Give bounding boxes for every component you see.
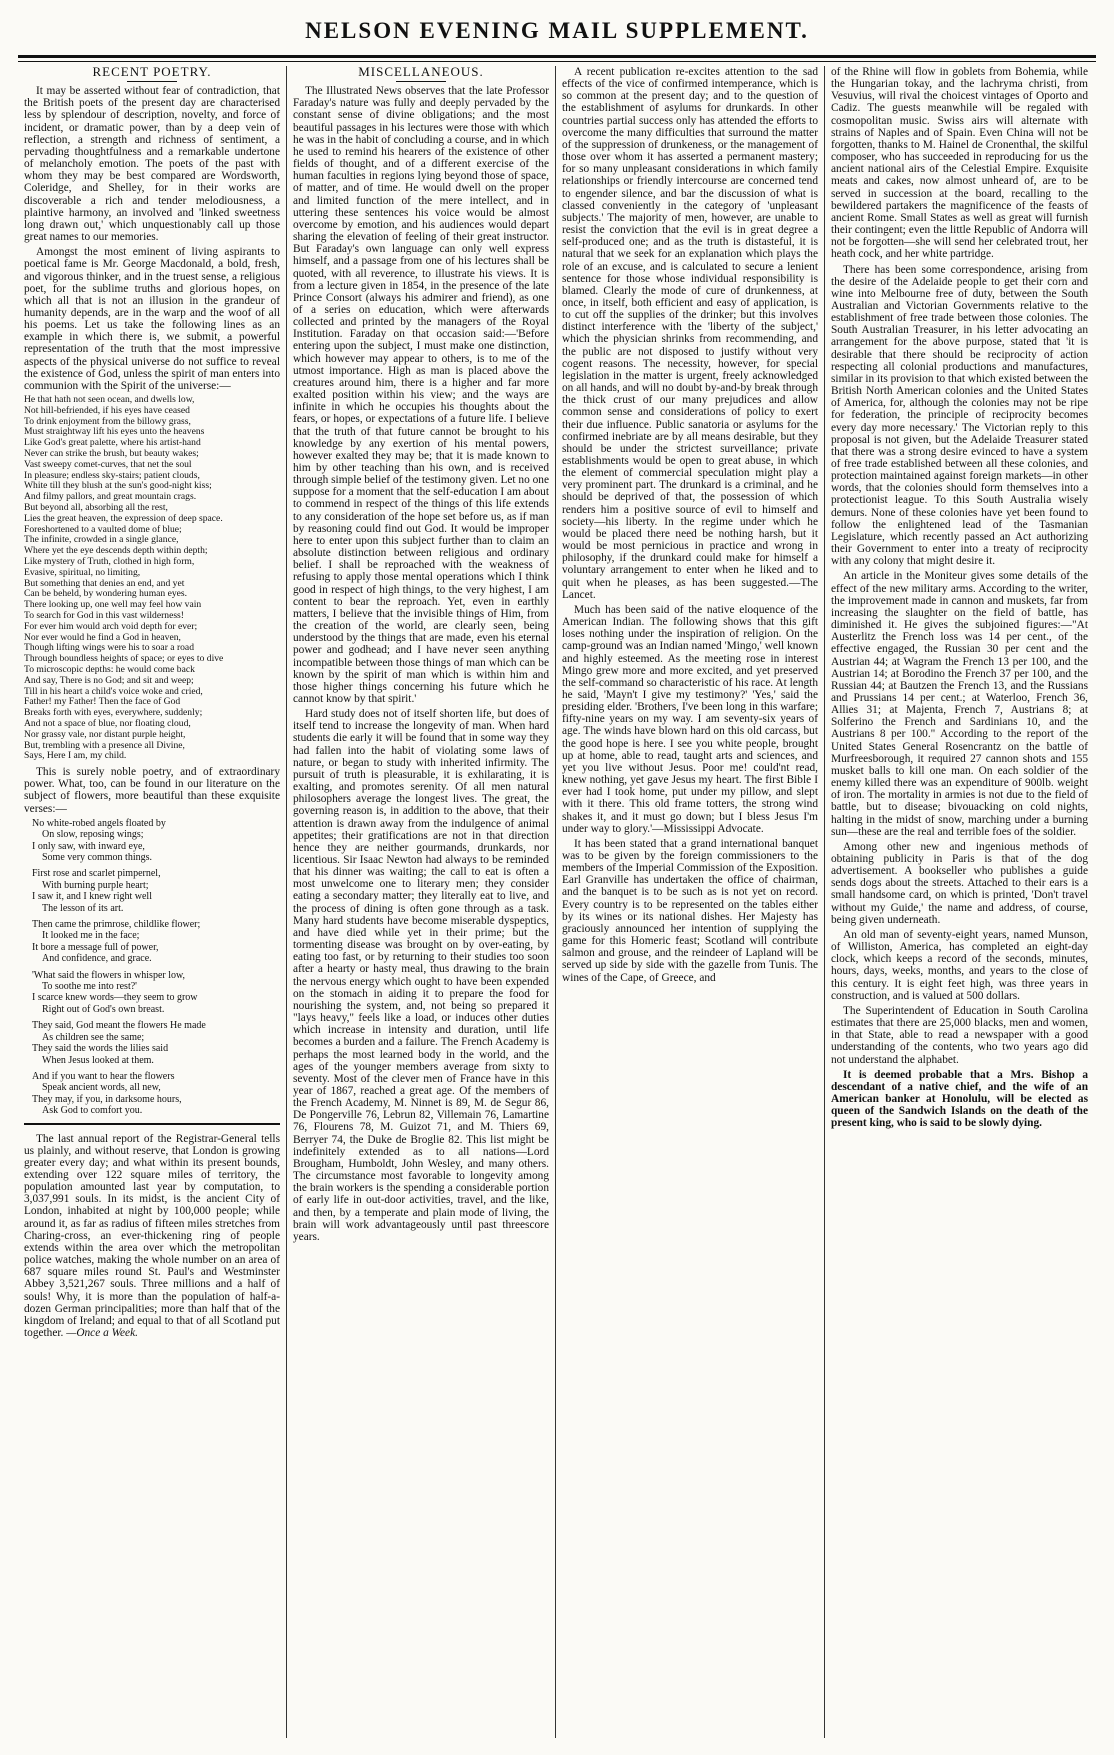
poem-line: To drink enjoyment from the billowy grass, [24,416,191,427]
poem-line: And if you want to hear the flowers [32,1070,175,1082]
poem-line: I scarce knew words—they seem to grow [32,992,198,1004]
poem-line: Evasive, spiritual, no limiting, [24,567,141,578]
column-4 [825,66,1094,1738]
poem-line: They may, if you, in darksome hours, [32,1093,182,1105]
poem-line: Like mystery of Truth, clothed in high form, [24,557,195,568]
poem-line: Never can strike the brush, but beauty wakes; [24,449,199,460]
columns [18,66,1096,1738]
poem-line: It bore a message full of power, [32,941,159,953]
poem-line: I only saw, with inward eye, [32,840,145,852]
poem-line: And confidence, and grace. [42,953,152,965]
poem-line: Till in his heart a child's voice woke and cried, [24,686,203,697]
poem-line: But something that denies an end, and yet [24,578,185,589]
paragraph-banquet-continued: of the Rhine will flow in goblets from Bohemia, while the Hungarian tokay, and the lachryma christi, from Vesuvius, will rival the choicest vintages of Oporto and Cadiz. The guests meanwhile will be regaled with cosmopolitan music. Swiss airs will alternate with strains of Naples and of Spain. Even China will not be forgotten, thanks to M. Hainel de Cronenthal, the skilful composer, who has succeeded in reproducing for us the ancient national airs of the Celestial Empire. Exquisite meats and cakes, now almost unheard of, are to be served in succession at the board, recalling to the bewildered partakers the magnificence of the feasts of ancient Rome. Small States as well as great will furnish their contingent; even the little Republic of Andorra will not be forgotten—she will send her celebrated trout, her heath cock, and her white partridge. [831,66,1088,261]
poem-line: With burning purple heart; [42,879,149,891]
poem-line: To microscopic depths: he would come back [24,664,195,675]
paragraph-sandwich-islands: It is deemed probable that a Mrs. Bishop a descendant of a native chief, and the wife of an American banker at Honolulu, will be elected as queen of the Sandwich Islands on the death of the present king, who is said to be slowly dying. [831,1068,1088,1130]
poem-line: In pleasure; endless sky-stairs; patient clouds, [24,470,200,481]
paragraph-clock: An old man of seventy-eight years, named Munson, of Williston, America, has completed an eight-day clock, which keeps a record of the seconds, minutes, hours, days, weeks, months, and years to the close of this century. It is eight feet high, was three years in construction, and is valued at 500 dollars. [831,928,1088,1002]
poem-line: Then came the primrose, childlike flower; [32,919,201,931]
paragraph: This is surely noble poetry, and of extraordinary power. What, too, can be found in our literature on the subject of flowers, more beautiful than these exquisite verses:— [24,766,280,815]
poem-line: Where yet the eye descends depth within depth; [24,546,208,557]
poem-line: Says, Here I am, my child. [24,751,127,762]
heading-miscellaneous: MISCELLANEOUS. [293,66,549,82]
paragraph-education: The Superintendent of Education in South Carolina estimates that there are 25,000 blacks, men and women, in that State, able to read a newspaper with a good understanding of the contents, who two years ago did not understand the alphabet. [831,1004,1088,1066]
paragraph-faraday: The Illustrated News observes that the late Professor Faraday's nature was fully and deeply pervaded by the constant sense of divine obligations; and the most beautiful passages in his lectures were those with which he was in the habit of concluding a course, and in which he used to remind his hearers of the existence of other fields of thought, and of a different exercise of the human faculties in regions lying beyond those of space, of matter, and of time. He would dwell on the proper and limited function of the mere intellect, and in uttering these sentences his voice would be almost overcome by emotion, and his audiences would depart sharing the elevation of feeling of their great instructor. But Faraday's own language can only well express himself, and a passage from one of his lectures shall be quoted, with all reverence, to illustrate his views. It is from a lecture given in 1854, in the presence of the late Prince Consort (always his admirer and friend), as one of a series on education, which were afterwards collected and printed by the managers of the Royal Institution. Faraday on that occasion said:—'Before entering upon the subject, I must make one distinction, which however may appear to others, is to me of the utmost importance. High as man is placed above the creatures around him, there is a higher and far more exalted position within his view; and the ways are infinite in which he occupies his thoughts about the fears, or hopes, or expectations of a future life. I believe that the truth of that future cannot be brought to his knowledge by any exertion of his mental powers, however exalted they may be; that it is made known to him by other teaching than his own, and is received through simple belief of the testimony given. Let no one suppose for a moment that the self-education I am about to commend in respect of the things of this life extends to any consideration of the hope set before us, as if man by reasoning could find out God. It would be improper here to enter upon this subject further than to claim an absolute distinction between religious and ordinary belief. I shall be reproached with the weakness of refusing to apply those mental operations which I think good in respect of high things, to the very highest, I am content to bear the reproach. Yet, even in earthly matters, I believe that the invisible things of Him, from the creation of the world, are clearly seen, being understood by the things that are made, even his eternal power and godhead; and I have never seen anything incompatible between those things of man which can be known by the spirit of man which is within him and those higher things concerning his future which he cannot know by that spirit.' [293,85,549,705]
heading-recent-poetry: RECENT POETRY. [24,66,280,82]
paragraph-hard-study: Hard study does not of itself shorten life, but does of itself tend to increase the longevity of man. When hard students die early it will be found that in some way they had fallen into the habit of violating some laws of nature, or began to study with inherited infirmity. The pursuit of truth is pleasurable, it is exhilarating, it is exalting, and promotes serenity. Of all men natural philosophers average the longest lives. The great, the governing reason is, in addition to the above, that their attention is drawn away from the indulgence of animal appetites; their gratifications are not in that direction hence they are neither gourmands, drunkards, nor licentious. Sir Isaac Newton had always to be reminded that his dinner was waiting; the call to eat is often a most unwelcome one to literary men; they consider eating a secondary matter; they literally eat to live, and the process of dining is often gone through as a task. Many hard students have become miserable dyspeptics, and have died while yet in their prime; but the tormenting disease was brought on by over-eating, by eating too fast, or by returning to their studies too soon after a hearty or hasty meal, thus drawing to the brain the nervous energy which ought to have been expended on the stomach in aiding it to prepare the food for nourishing the system, and, not being so prepared it "lays heavy," feels like a load, or induces other duties which increase in intensity and duration, until life becomes a burden and a failure. The French Academy is perhaps the most learned body in the world, and the ages of the younger members average from sixty to seventy. Most of the clever men of France have in this year of 1867, reached a great age. Of the members of the French Academy, M. Ninnet is 89, M. de Segur 86, De Pongerville 76, Lebrun 82, Villemain 76, Lamartine 76, Flourens 78, M. Guizot 71, and M. Thiers 69, Berryer 74, the Duke de Broglie 82. This list might be indefinitely extended as to all nations—Lord Brougham, Humboldt, John Wesley, and many others. The circumstance most favorable to longevity among the brain workers is the spending a considerable portion of early life in out-door activities, travel, and the like, and then, by a temperate and plain mode of living, the brain will work advantageously until past threescore years. [293,708,549,1243]
poem-line: They said, God meant the flowers He made [32,1020,206,1032]
poem-line: To search for God in this vast wilderness! [24,611,184,621]
masthead: NELSON EVENING MAIL SUPPLEMENT. [305,18,809,43]
column-1 [18,66,287,1738]
source-once-a-week: —Once a Week. [66,1327,138,1340]
poem-line: Some very common things. [42,852,152,863]
poem-line: But, trembling with a presence all Divine, [24,740,185,751]
poem-line: Ask God to comfort you. [42,1105,143,1117]
poem-line: And say, There is no God; and sit and weep; [24,675,194,686]
poem-line: The lesson of its art. [42,902,124,914]
poem-line: Father! my Father! Then the face of God [24,697,181,708]
paragraph-text: The last annual report of the Registrar-General tells us plainly, and without reserve, that London is growing greater every day; and what within its present bounds, extending over 122 square miles of territory, the population amounted last year by computation, to 3,037,991 souls. In its midst, is the ancient City of London, inhabited at night by 100,000 people; while around it, as far as radius of fifteen miles stretches from Charing-cross, an ever-thickening ring of people extends within the area over which the metropolitan police watches, making the whole number on an area of 687 square miles round St. Paul's and Westminster Abbey 3,521,267 souls. Three millions and a half of souls! Why, it is more than the population of half-a-dozen German principalities; more than half that of the kingdom of Ireland; and equal to that of all Scotland put together. [24,1132,280,1340]
poem-line: Breaks forth with eyes, everywhere, suddenly; [24,708,203,719]
poem-line: Nor ever would he find a God in heaven, [24,632,181,643]
poem-line: White till they blush at the sun's good-night kiss; [24,481,212,492]
poem-line: Right out of God's own breast. [42,1003,165,1015]
paragraph-banquet: It has been stated that a grand international banquet was to be given by the foreign commissioners to the members of the Imperial Commission of the Exposition. Earl Granville has undertaken the office of chairman, and the banquet is to be such as is not yet on record. Every country is to be represented on the tables either by its wines or its national dishes. Her Majesty has graciously announced her intention of supplying the game for this Homeric feast; Scotland will contribute salmon and grouse, and the reindeer of Lapland will be served up side by side with the gazelle from Tunis. The wines of the Cape, of Greece, and [562,837,818,984]
poem-line: Nor grassy vale, nor distant purple height, [24,729,186,740]
poem-line: Speak ancient words, all new, [42,1082,161,1094]
poem-line: Vast sweepy comet-curves, that net the soul [24,459,192,470]
paragraph-military-arms: An article in the Moniteur gives some details of the effect of the new military arms. According to the writer, the improvement made in cannon and muskets, far from increasing the slaughter on the field of battle, has diminished it. He gives the subjoined figures:—"At Austerlitz the French loss was 14 per cent., of the effective engaged, the Russian 30 per cent and the Austrian 44; at Wagram the French 13 per 100, and the Austrian 14; at Borodino the French 37 per 100, and the Russian 44; at Bautzen the French 13, and the Russians and Prussians 14 per cent.; at Waterloo, French 36, Allies 31; at Majenta, French 7, Austrians 8; at Solferino the French and Sardinians 10, and the Austrians 8 per 100." According to the report of the United States General Rosencrantz on the battle of Murfreesborough, it required 27 cannon shots and 155 musket balls to kill one man. On each soldier of the enemy killed there was an expenditure of 900lb. weight of iron. The mortality in armies is not due to the field of battle, but to disease; bivouacking on cold nights, halting in the midst of snow, marching under a burning sun—these are the real and terrible foes of the soldier. [831,570,1088,838]
poem-line: As children see the same; [42,1031,145,1043]
poem-line: Through boundless heights of space; or eyes to dive [24,654,224,665]
paragraph-indian-eloquence: Much has been said of the native eloquence of the American Indian. The following shows that this gift loses nothing under the inspiration of religion. On the camp-ground was an Indian named 'Mingo,' well known and highly esteemed. As the meeting rose in interest Mingo grew more and more excited, and yet preserved the self-command so characteristic of his race. At length he said, 'Mayn't I give my testimony?' 'Yes,' said the presiding elder. 'Brothers, I've been long in this warfare; fifty-nine years on my way. I am seventy-six years of age. The winds have blown hard on this old carcass, but the good hope is here. I see you white people, brought up at home, able to read, taught arts and sciences, and yet you live without Jesus. Poor me! could'nt read, knew nothing, yet gave Jesus my heart. The first Bible I ever had I took home, put under my pillow, and slept with it there. This old frame totters, the strong wind shakes it, and it must go down; but I bless Jesus I'm under way to glory.'—Mississippi Advocate. [562,603,818,835]
poem-line: And not a space of blue, nor floating cloud, [24,718,191,729]
poem-line: First rose and scarlet pimpernel, [32,868,161,880]
poem-line: It looked me in the face; [42,930,140,942]
poem-line: On slow, reposing wings; [42,829,144,841]
paragraph-free-trade: There has been some correspondence, arising from the desire of the Adelaide people to get their corn and wine into Melbourne free of duty, between the South Australian and Victorian Governments relative to the establishment of free trade between those colonies. The South Australian Treasurer, in his letter advocating an arrangement for the above purpose, stated that 'it is desirable that there should be reciprocity of action respecting all colonial productions and manufactures, similar in its provision to that which existed between the British North American colonies and the United States of America, for, although the colonies may not be ripe for federation, the principle of reciprocity becomes every day more necessary.' The Victorian reply to this proposal is not given, but the Adelaide Treasurer stated that there was a strong desire evinced to have a system of free trade established between all these colonies, and protection maintained against foreign markets—in other words, that the colonies should form themselves into a protectionist league. To this South Australia wisely demurs. None of these colonies have yet been found to follow the enlightened lead of the Tasmanian Legislature, which recently passed an Act authorizing their Government to enter into a treaty of reciprocity with any colony that might desire it. [831,263,1088,568]
paragraph-dog-advertisement: Among other new and ingenious methods of obtaining publicity in Paris is that of the dog advertisement. A bookseller who publishes a guide sends dogs about the streets. Attached to their ears is a small handsome card, on which is printed, 'Don't travel without my Guide,' the name and address, of course, being given underneath. [831,840,1088,926]
poem-line: Lies the great heaven, the expression of deep space. [24,513,223,524]
poem-line: Must straightway lift his eyes unto the heavens [24,427,205,438]
poem-line: Though lifting wings were his to soar a road [24,643,194,654]
poem-line: Foreshortened to a vaulted dome of blue; [24,524,182,535]
paragraph: Amongst the most eminent of living aspirants to poetical fame is Mr. George Macdonald, a bold, fresh, and vigorous thinker, and in the truest sense, a religious poet, for the sublime truths and glorious hopes, on which all that is not an illusion in the grandeur of humanity depends, are in the warp and the woof of all his poems. Let us take the following lines as an example in which there is, we submit, a powerful representation of the truth that the most impressive aspects of the physical universe do not suffice to reveal the existence of God, unless the spirit of man enters into communion with the Spirit of the universe:— [24,246,280,392]
poem-line: Like God's great palette, where his artist-hand [24,438,201,449]
article-divider [24,1123,280,1125]
poem-flowers [24,818,280,1117]
column-3 [556,66,825,1738]
poem-line: He that hath not seen ocean, and dwells low, [24,395,195,406]
poem-macdonald [24,395,280,762]
poem-line: But beyond all, absorbing all the rest, [24,503,168,514]
poem-line: Not hill-befriended, if his eyes have ceased [24,405,190,416]
paragraph-registrar-general [24,1133,280,1340]
poem-line: When Jesus looked at them. [42,1054,154,1066]
poem-line: The infinite, crowded in a single glance, [24,535,179,546]
poem-line: I saw it, and I knew right well [32,891,152,903]
column-2 [287,66,556,1738]
paragraph: It may be asserted without fear of contradiction, that the British poets of the present day are characterised less by splendour of description, novelty, and force of incident, or dramatic power, than by a deep vein of reflection, a strength and richness of sentiment, a pervading thoughtfulness and a remarkable undertone of melancholy emotion. The poets of the past with whom they may be best compared are Wordsworth, Coleridge, and Shelley, for in their works are discoverable a rich and tender melodiousness, a plaintive harmony, an involved and 'linked sweetness long drawn out,' which unquestionably call up those great names to our memories. [24,85,280,244]
masthead-rule [18,55,1096,62]
poem-line: For ever him would arch void depth for ever; [24,621,198,632]
poem-line: To soothe me into rest?' [42,981,137,993]
poem-line: They said the words the lilies said [32,1043,169,1055]
poem-line: 'What said the flowers in whisper low, [32,969,186,981]
poem-line: There looking up, one well may feel how vain [24,600,202,611]
poem-line: Can be beheld, by wondering human eyes. [24,589,188,600]
poem-line: And filmy pallors, and great mountain crags. [24,492,197,503]
poem-line: No white-robed angels floated by [32,817,166,829]
paragraph-intemperance: A recent publication re-excites attention to the sad effects of the vice of confirmed intemperance, which is so common at the present day; and to the question of the establishment of asylums for drunkards. In other countries partial success only has attended the efforts to overcome the many difficulties that surround the matter of the suppression of drunkeness, or the management of those over whom it has asserted a permanent mastery; for so many unpleasant considerations in which family relationships or friendly intercourse are concerned tend to engender silence, and bar the discussion of what is classed conveniently in the category of 'unpleasant subjects.' The majority of men, however, are unable to resist the conviction that the evil is in great degree a self-produced one; and as the truth is distasteful, it is natural that we seek for an explanation which plays the role of an excuse, and is calculated to secure a lenient sentence for those whose individual responsibility is blamed. Clearly the mode of cure of drunkenness, at once, in itself, both efficient and easy of application, is to cut off the supplies of the drinker; but this involves distinct interference with the 'liberty of the subject,' which the physician shrinks from recommending, and the public are not disposed to justify without very cogent reasons. The necessity, however, for special legislation in the matter is urgent, freely acknowledged on all hands, and will no doubt by-and-by break through the thick crust of our many prejudices and allow common sense and considerations of policy to exert their due influence. Public sanatoria or asylums for the confirmed inebriate are by all means desirable, but they should be under the strictest surveillance; private establishments would be open to great abuse, in which the element of commercial speculation might play a very prominent part. The drunkard is a criminal, and he should be deprived of that, the possession of which renders him a positive source of evil to himself and society—his liberty. In the regime under which he would be placed there need be nothing harsh, but it would be most pernicious in practice and wrong in philosophy, if the drunkard could make for himself a voluntary arrangement to enter when he liked and to quit when he pleases, as has been suggested.—The Lancet. [562,66,818,601]
